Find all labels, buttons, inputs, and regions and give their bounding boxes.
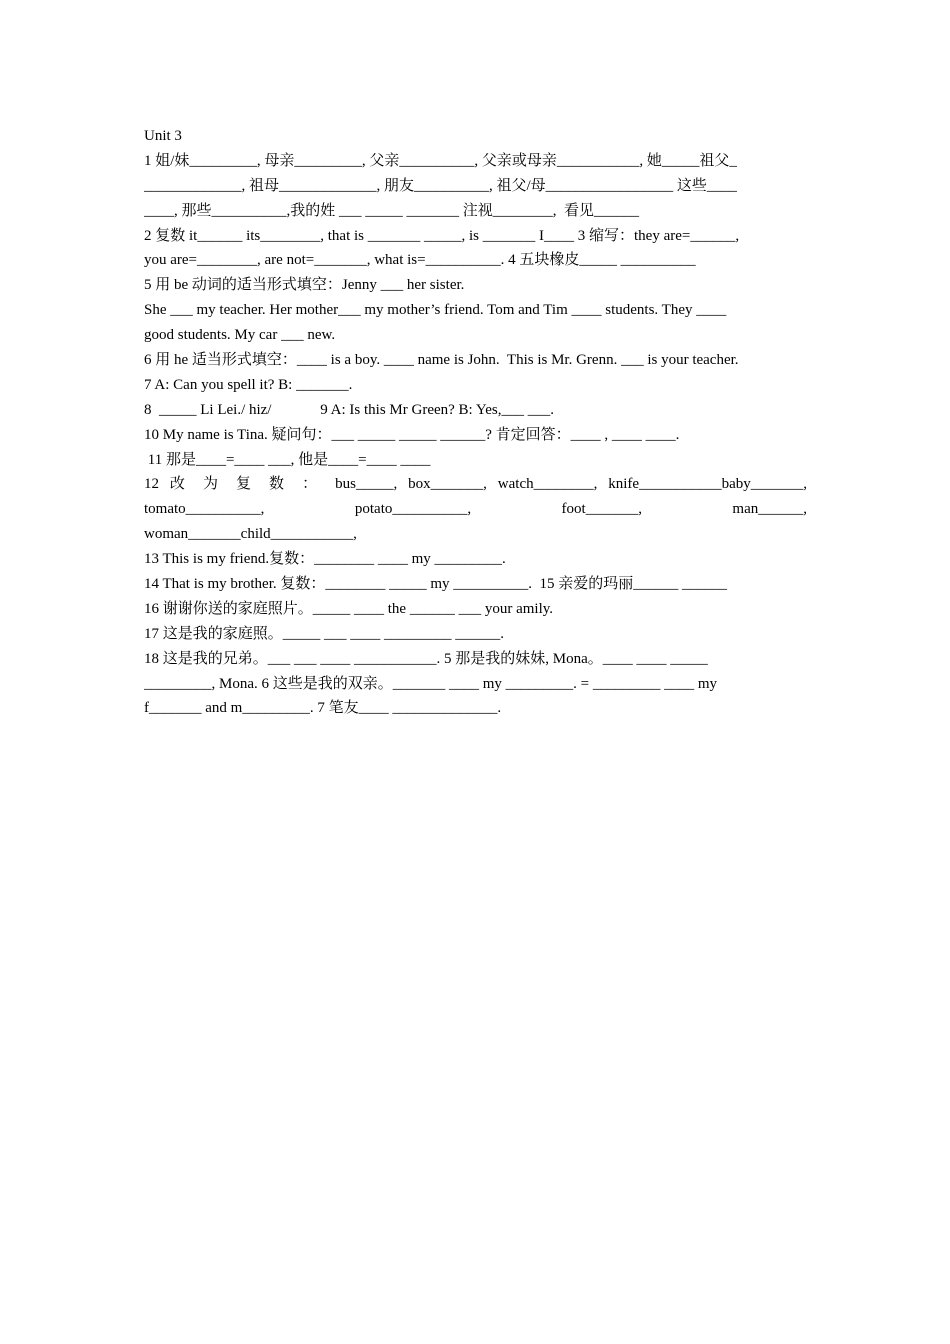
exercise-line: 17 这是我的家庭照。_____ ___ ____ _________ ______. xyxy=(144,625,505,642)
exercise-line: 5 用 be 动词的适当形式填空：Jenny ___ her sister. xyxy=(144,277,465,294)
exercise-line: 7 A: Can you spell it? B: _______. xyxy=(144,376,353,393)
exercise-line: 10 My name is Tina. 疑问句：___ _____ _____ ______? 肯定回答：____ , ____ ____. xyxy=(144,426,680,443)
exercise-line: 18 这是我的兄弟。___ ___ ____ ___________. 5 那是我的妹妹, Mona。____ ____ _____ xyxy=(144,650,708,667)
worksheet-body xyxy=(144,124,807,721)
exercise-line: 14 That is my brother. 复数：________ _____ my __________. 15 亲爱的玛丽______ ______ xyxy=(144,576,728,593)
exercise-line: She ___ my teacher. Her mother___ my mother’s friend. Tom and Tim ____ students. They ____ xyxy=(144,302,727,319)
unit-title: Unit 3 xyxy=(144,128,182,144)
exercise-line: 16 谢谢你送的家庭照片。_____ ____ the ______ ___ your amily. xyxy=(144,600,554,617)
exercise-line: 12 改 为 复 数 ： bus_____, box_______, watch________, knife___________baby_______, xyxy=(144,476,807,493)
exercise-line: 8 _____ Li Lei./ hiz/ 9 A: Is this Mr Green? B: Yes,___ ___. xyxy=(144,401,554,418)
exercise-line: 6 用 he 适当形式填空：____ is a boy. ____ name is John. This is Mr. Grenn. ___ is your teacher. xyxy=(144,352,739,369)
exercise-line: tomato__________, potato__________, foot_______, man______, xyxy=(144,501,807,518)
exercise-line: f_______ and m_________. 7 笔友____ ______________. xyxy=(144,700,502,717)
exercise-line: _________, Mona. 6 这些是我的双亲。_______ ____ my _________. = _________ ____ my xyxy=(144,675,718,692)
exercise-line: 1 姐/妹_________, 母亲_________, 父亲__________, 父亲或母亲___________, 她_____祖父_ xyxy=(144,152,737,169)
exercise-line: good students. My car ___ new. xyxy=(144,327,336,344)
exercise-line: _____________, 祖母_____________, 朋友__________, 祖父/母_________________ 这些____ xyxy=(144,177,737,194)
exercise-line: ____, 那些__________,我的姓 ___ _____ _______ 注视________, 看见______ xyxy=(144,202,640,219)
exercise-line: 13 This is my friend.复数：________ ____ my _________. xyxy=(144,551,506,568)
exercise-line: you are=________, are not=_______, what is=__________. 4 五块橡皮_____ __________ xyxy=(144,252,696,269)
exercise-line: woman_______child___________, xyxy=(144,526,357,543)
exercise-line: 11 那是____=____ ___, 他是____=____ ____ xyxy=(144,451,431,468)
exercise-line: 2 复数 it______ its________, that is _______ _____, is _______ I____ 3 缩写：they are=______, xyxy=(144,227,740,244)
